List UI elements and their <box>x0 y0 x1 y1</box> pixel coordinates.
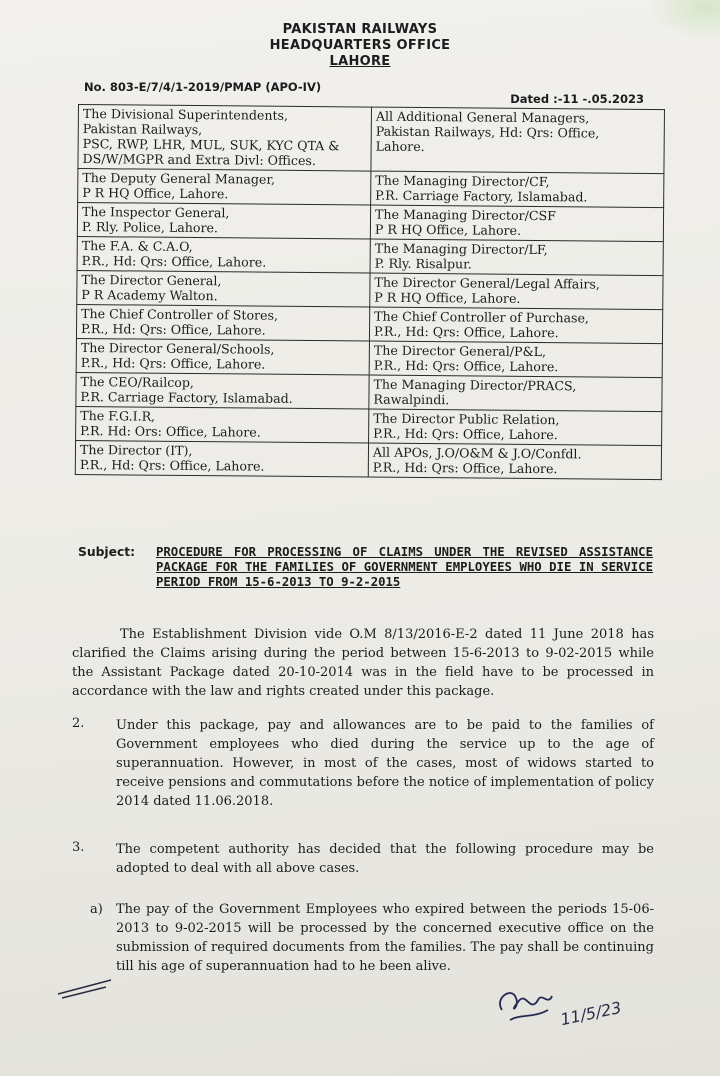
addressee-right: The Managing Director/PRACS, Rawalpindi. <box>369 375 662 412</box>
distribution-row <box>77 203 663 242</box>
addressee-right: The Managing Director/CSF P R HQ Office, Lahore. <box>370 205 663 242</box>
paragraph-2: Under this package, pay and allowances are to be paid to the families of Government employees who died during the service up to the age of superannuation. However, in most of the cases, most of widows started to receive pensions and commutations before the notice of implementation of policy 2014 dated 11.06.2018. <box>116 718 654 809</box>
paragraph-3a-letter: a) <box>90 902 103 917</box>
paragraph-2-number: 2. <box>72 716 85 731</box>
distribution-table <box>75 104 665 480</box>
margin-scribble <box>56 972 116 1002</box>
addressee-left: The Director (IT), P.R., Hd: Qrs: Office, Lahore. <box>75 440 368 477</box>
addressee-left: The Director General/Schools, P.R., Hd: Qrs: Office, Lahore. <box>76 338 369 375</box>
distribution-row <box>75 440 661 479</box>
letterhead <box>0 22 720 70</box>
addressee-right: The Director Public Relation, P.R., Hd: Qrs: Office, Lahore. <box>369 409 662 446</box>
addressee-right: The Chief Controller of Purchase, P.R., Hd: Qrs: Office, Lahore. <box>369 307 662 344</box>
handwritten-signature <box>490 980 570 1030</box>
distribution-row <box>78 105 665 174</box>
signature-date: 11/5/23 <box>558 997 623 1030</box>
city-name: LAHORE <box>329 54 391 69</box>
reference-number: No. 803-E/7/4/1-2019/PMAP (APO-IV) <box>84 80 322 94</box>
distribution-row <box>77 270 663 309</box>
distribution-row <box>76 372 662 411</box>
distribution-row <box>76 406 662 445</box>
addressee-left: The Director General, P R Academy Walton. <box>77 270 370 307</box>
subject-label: Subject: <box>78 545 136 559</box>
reference-line <box>84 80 644 106</box>
addressee-left: The Deputy General Manager, P R HQ Office, Lahore. <box>78 169 371 206</box>
addressee-left: The Divisional Superintendents, Pakistan Railways, PSC, RWP, LHR, MUL, SUK, KYC QTA & DS/W/MGPR and Extra Divl: Offices. <box>78 105 372 172</box>
distribution-row <box>76 304 662 343</box>
addressee-right: The Director General/Legal Affairs, P R HQ Office, Lahore. <box>370 273 663 310</box>
paragraph-3a-text: The pay of the Government Employees who expired between the periods 15-06-2013 to 9-02-2015 will be processed by the concerned executive office on the submission of required documents from the families. The pay shall be continuing till his age of superannuation had to he been alive. <box>116 902 654 974</box>
subject-block <box>78 545 653 590</box>
paragraph-3: The competent authority has decided that the following procedure may be adopted to deal with all above cases. <box>116 842 654 876</box>
addressee-left: The Inspector General, P. Rly. Police, Lahore. <box>77 203 370 240</box>
paragraph-3-number: 3. <box>72 840 85 855</box>
distribution-row <box>77 236 663 275</box>
office-name: HEADQUARTERS OFFICE <box>269 38 451 53</box>
addressee-left: The Chief Controller of Stores, P.R., Hd: Qrs: Office, Lahore. <box>76 304 369 341</box>
addressee-right: All APOs, J.O/O&M & J.O/Confdl. P.R., Hd: Qrs: Office, Lahore. <box>368 443 661 480</box>
paragraph-3a <box>90 900 654 976</box>
distribution-row <box>76 338 662 377</box>
paragraph-1: The Establishment Division vide O.M 8/13/2016-E-2 dated 11 June 2018 has clarified the Claims arising during the period between 15-6-2013 to 9-02-2015 while the Assistant Package dated 20-10-2014 was in the field have to be processed in accordance with the law and rights created under this package. <box>72 627 654 699</box>
addressee-right: The Director General/P&L, P.R., Hd: Qrs: Office, Lahore. <box>369 341 662 378</box>
addressee-right: All Additional General Managers, Pakistan Railways, Hd: Qrs: Office, Lahore. <box>371 107 665 174</box>
distribution-row <box>78 169 664 208</box>
addressee-left: The F.G.I.R, P.R. Hd: Ors: Office, Lahore. <box>76 406 369 443</box>
org-name: PAKISTAN RAILWAYS <box>282 22 438 37</box>
addressee-right: The Managing Director/LF, P. Rly. Risalpur. <box>370 239 663 276</box>
addressee-left: The F.A. & C.A.O, P.R., Hd: Qrs: Office, Lahore. <box>77 236 370 273</box>
reference-date: Dated :-11 -.05.2023 <box>510 92 644 106</box>
subject-text: PROCEDURE FOR PROCESSING OF CLAIMS UNDER THE REVISED ASSISTANCE PACKAGE FOR THE FAMILIES OF GOVERNMENT EMPLOYEES WHO DIE IN SERVICE PERIOD FROM 15-6-2013 TO 9-2-2015 <box>156 545 653 589</box>
addressee-right: The Managing Director/CF, P.R. Carriage Factory, Islamabad. <box>371 171 664 208</box>
addressee-left: The CEO/Railcop, P.R. Carriage Factory, Islamabad. <box>76 372 369 409</box>
